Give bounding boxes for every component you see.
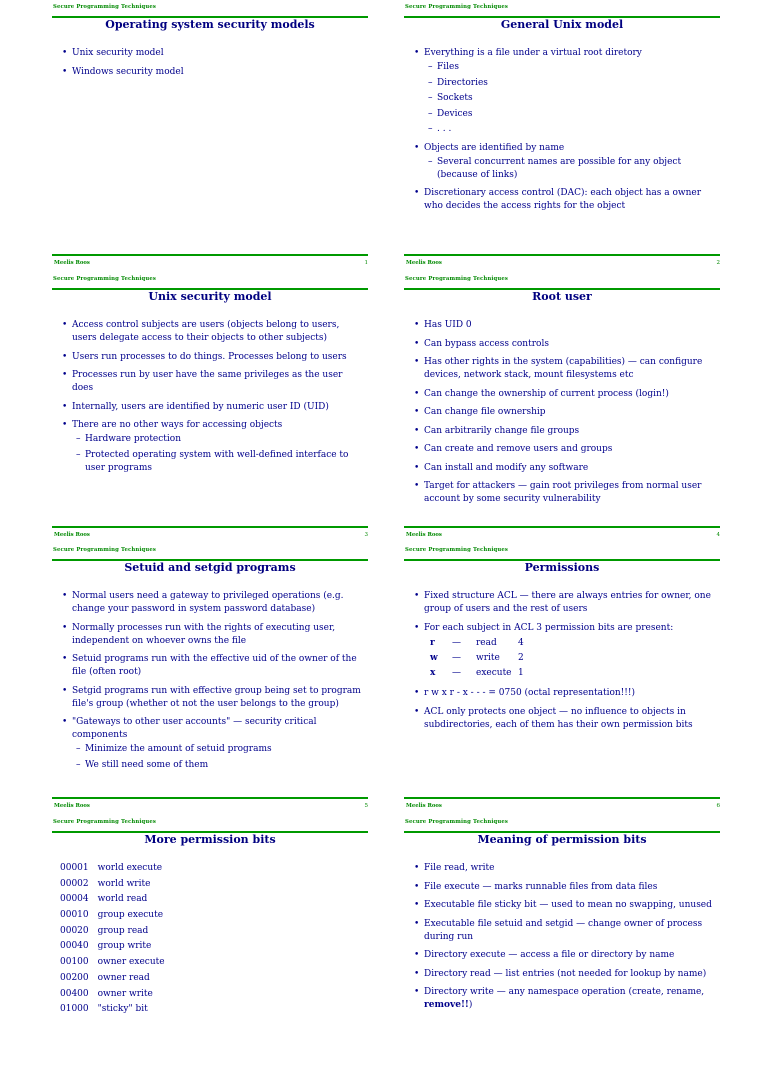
sub-bullet-item: – Files [428, 61, 716, 74]
bullet-item: • Has other rights in the system (capabilities) — can configure devices, network stack, mount filesystems etc [414, 356, 716, 382]
course-header: Secure Programming Techniques [405, 547, 509, 553]
sub-bullet-item: – Directories [428, 77, 716, 90]
slide-title: Setuid and setgid programs [124, 561, 296, 574]
bit-description: world read [97, 894, 148, 905]
footer-author: Meelis Roos [54, 260, 90, 266]
sub-bullet-item: – . . . [428, 123, 716, 136]
bit-code: 00004 [60, 894, 89, 905]
footer-rule [52, 526, 368, 528]
bullet-item: • Objects are identified by name – Several concurrent names are possible for any object (because of links) [414, 142, 716, 182]
sub-bullet-item: – Hardware protection [76, 433, 364, 446]
slide-more-permission-bits [52, 815, 368, 1077]
bullet-item: • Directory write — any namespace operation (create, rename, remove!!) [414, 986, 716, 1012]
table-row [60, 862, 174, 878]
page-number: 1 [364, 260, 368, 266]
bit-code: 00001 [60, 863, 89, 873]
slide-meaning-of-permission-bits [404, 815, 720, 1077]
bullet-item: • Executable file sticky bit — used to mean no swapping, unused [414, 899, 716, 912]
bit-description: group read [97, 925, 149, 936]
bit-code: 00010 [60, 910, 89, 921]
table-row [60, 909, 174, 925]
page-number: 5 [364, 803, 368, 809]
bullet-item: • Users run processes to do things. Processes belong to users [62, 351, 364, 364]
footer-rule [404, 254, 720, 256]
bullet-item: • Windows security model [62, 66, 364, 79]
perm-dash: — [452, 637, 461, 648]
bullet-item: • Can bypass access controls [414, 338, 716, 351]
perm-value: 2 [518, 652, 524, 663]
bullet-item: • Processes run by user have the same privileges as the user does [62, 369, 364, 395]
bit-description: "sticky" bit [97, 1004, 148, 1015]
bullet-item: • Has UID 0 [414, 319, 716, 332]
sub-bullet-item: – We still need some of them [76, 759, 364, 772]
bullet-item: • Directory execute — access a file or directory by name [414, 949, 716, 962]
page-number: 3 [364, 532, 368, 538]
sub-bullet-item: – Protected operating system with well-defined interface to user programs [76, 449, 364, 475]
bullet-item: • ACL only protects one object — no influence to objects in subdirectories, each of them has their own permission bits [414, 706, 716, 732]
course-header: Secure Programming Techniques [53, 547, 157, 553]
bullet-item: • Target for attackers — gain root privileges from normal user account by some security vulnerability [414, 480, 716, 506]
table-row [60, 925, 174, 941]
bit-description: owner read [97, 972, 150, 983]
table-row [430, 637, 530, 652]
bullet-item: • File read, write [414, 862, 716, 875]
bit-code: 00400 [60, 988, 89, 999]
bullet-item: • Setgid programs run with effective group being set to program file's group (whether ot not the user belongs to the group) [62, 685, 364, 711]
bullet-item: • Can change file ownership [414, 406, 716, 419]
bullet-item: • For each subject in ACL 3 permission bits are present: r — read 4 w — write 2 x — execute 1 [414, 622, 716, 682]
course-header: Secure Programming Techniques [53, 4, 157, 10]
sub-bullet-item: – Several concurrent names are possible for any object (because of links) [428, 156, 716, 182]
slide-title: Operating system security models [105, 18, 315, 31]
sub-bullet-item: – Minimize the amount of setuid programs [76, 743, 364, 756]
slide-setuid-setgid [52, 543, 368, 809]
bit-code: 00100 [60, 957, 89, 968]
perm-value: 4 [518, 637, 524, 648]
slide-root-user [404, 272, 720, 538]
perm-word: read [476, 637, 497, 648]
slide-title: General Unix model [500, 18, 624, 31]
page-number: 6 [716, 803, 720, 809]
page-number: 2 [716, 260, 720, 266]
bullet-item: • Access control subjects are users (objects belong to users, users delegate access to their objects to other subjects) [62, 319, 364, 345]
emphasis-text: remove!! [424, 1000, 469, 1010]
page-number: 4 [716, 532, 720, 538]
perm-symbol: r [430, 637, 435, 648]
footer-author: Meelis Roos [406, 803, 442, 809]
table-row [60, 940, 174, 956]
perm-value: 1 [518, 667, 524, 678]
table-row [60, 988, 174, 1004]
bullet-item: • Normal users need a gateway to privileged operations (e.g. change your password in system password database) [62, 590, 364, 616]
footer-rule [52, 797, 368, 799]
bullet-item: • There are no other ways for accessing objects – Hardware protection – Protected operating system with well-defined interface to user programs [62, 419, 364, 475]
bullet-item: • Directory read — list entries (not needed for lookup by name) [414, 968, 716, 981]
footer-author: Meelis Roos [406, 532, 442, 538]
course-header: Secure Programming Techniques [405, 4, 509, 10]
perm-word: execute [476, 667, 512, 678]
perm-dash: — [452, 667, 461, 678]
bullet-item: • Discretionary access control (DAC): each object has a owner who decides the access rights for the object [414, 187, 716, 213]
bit-code: 01000 [60, 1004, 89, 1015]
table-row [60, 893, 174, 909]
footer-author: Meelis Roos [406, 260, 442, 266]
perm-word: write [476, 652, 500, 663]
table-row [60, 878, 174, 894]
permission-bits-list [60, 862, 174, 1019]
bullet-item: • r w x r - x - - - = 0750 (octal representation!!!) [414, 687, 716, 700]
footer-rule [404, 797, 720, 799]
slide-title: Unix security model [148, 290, 272, 303]
bit-code: 00200 [60, 972, 89, 983]
bit-code: 00020 [60, 925, 89, 936]
bit-code: 00040 [60, 941, 89, 952]
bullet-item: • Can install and modify any software [414, 462, 716, 475]
slide-title: More permission bits [144, 833, 276, 846]
bit-description: owner execute [97, 957, 165, 968]
bullet-item: • Unix security model [62, 47, 364, 60]
slide-title: Root user [532, 290, 592, 303]
perm-symbol: w [430, 652, 438, 663]
table-row [60, 956, 174, 972]
bullet-item: • File execute — marks runnable files from data files [414, 881, 716, 894]
perm-dash: — [452, 652, 461, 663]
footer-rule [404, 526, 720, 528]
slide-permissions [404, 543, 720, 809]
bit-description: owner write [97, 988, 153, 999]
bullet-item: • Normally processes run with the rights of executing user, independent on whoever owns the file [62, 622, 364, 648]
table-row [430, 667, 530, 682]
bullet-item: • Internally, users are identified by numeric user ID (UID) [62, 401, 364, 414]
bullet-item: • Can change the ownership of current process (login!) [414, 388, 716, 401]
course-header: Secure Programming Techniques [53, 276, 157, 282]
footer-author: Meelis Roos [54, 803, 90, 809]
slide-os-security-models [52, 0, 368, 266]
bullet-item: • Fixed structure ACL — there are always entries for owner, one group of users and the rest of users [414, 590, 716, 616]
slide-title: Permissions [524, 561, 600, 574]
footer-rule [52, 254, 368, 256]
footer-author: Meelis Roos [54, 532, 90, 538]
slide-unix-security-model [52, 272, 368, 538]
bullet-item: • Everything is a file under a virtual root diretory – Files – Directories – Sockets – Devices – . . . [414, 47, 716, 136]
sub-bullet-item: – Devices [428, 108, 716, 121]
bit-description: group write [97, 941, 152, 952]
slide-title: Meaning of permission bits [477, 833, 647, 846]
course-header: Secure Programming Techniques [405, 819, 509, 825]
bit-description: world write [97, 878, 151, 889]
course-header: Secure Programming Techniques [53, 819, 157, 825]
slide-general-unix-model [404, 0, 720, 266]
bullet-item: • Setuid programs run with the effective uid of the owner of the file (often root) [62, 653, 364, 679]
bit-code: 00002 [60, 878, 89, 889]
table-row [60, 972, 174, 988]
bit-description: world execute [97, 863, 163, 873]
bit-description: group execute [97, 910, 164, 921]
bullet-item: • Can create and remove users and groups [414, 443, 716, 456]
table-row [60, 1003, 174, 1019]
table-row [430, 652, 530, 667]
bullet-item: • "Gateways to other user accounts" — security critical components – Minimize the amount of setuid programs – We still need some of them [62, 716, 364, 772]
sub-bullet-item: – Sockets [428, 92, 716, 105]
bullet-item: • Executable file setuid and setgid — change owner of process during run [414, 918, 716, 944]
course-header: Secure Programming Techniques [405, 276, 509, 282]
perm-symbol: x [430, 667, 436, 678]
bullet-item: • Can arbitrarily change file groups [414, 425, 716, 438]
permission-bits-table [430, 637, 530, 682]
